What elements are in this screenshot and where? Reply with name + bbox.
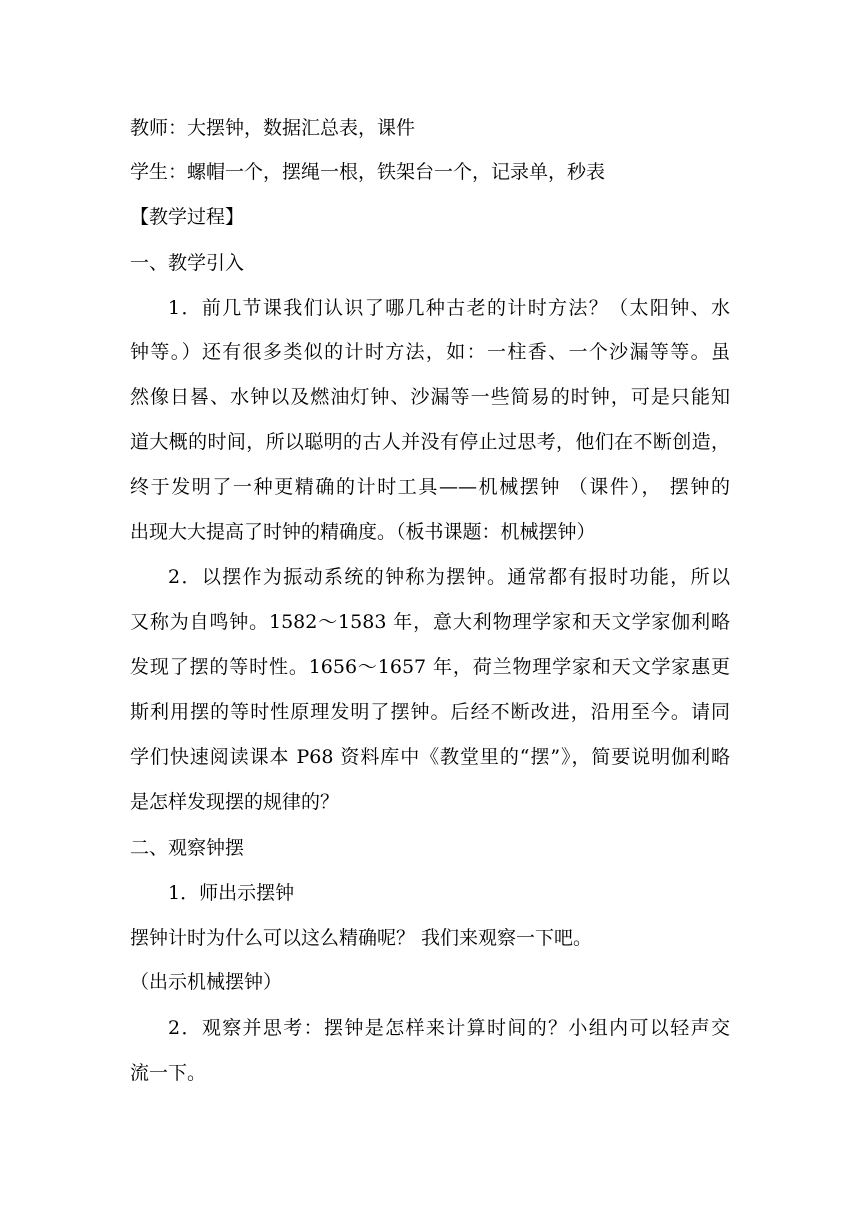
student-materials: 学生：螺帽一个，摆绳一根，铁架台一个，记录单，秒表 <box>130 161 606 183</box>
part2-heading: 二、观察钟摆 <box>130 837 245 859</box>
paragraph-line: 学们快速阅读课本 P68 资料库中《教堂里的“摆”》，简要说明伽利略 <box>130 746 730 768</box>
paragraph-line: 流一下。 <box>130 1062 207 1084</box>
paragraph-line: 然像日晷、水钟以及燃油灯钟、沙漏等一些简易的时钟，可是只能知 <box>130 386 730 408</box>
paragraph-line: 2．观察并思考：摆钟是怎样来计算时间的？小组内可以轻声交 <box>168 1017 730 1039</box>
step1-note: （出示机械摆钟） <box>130 971 283 993</box>
paragraph-line: 1．前几节课我们认识了哪几种古老的计时方法？（太阳钟、水 <box>168 297 730 319</box>
paragraph-line: 道大概的时间，所以聪明的古人并没有停止过思考，他们在不断创造， <box>130 431 730 453</box>
paragraph-line: 钟等。）还有很多类似的计时方法，如：一柱香、一个沙漏等等。虽 <box>130 341 730 363</box>
paragraph-line: 发现了摆的等时性。1656～1657 年，荷兰物理学家和天文学家惠更 <box>130 656 730 678</box>
part1-heading: 一、教学引入 <box>130 252 245 274</box>
teacher-materials: 教师：大摆钟，数据汇总表，课件 <box>130 117 416 139</box>
section-title: 【教学过程】 <box>130 206 245 228</box>
paragraph-line: 是怎样发现摆的规律的？ <box>130 791 340 813</box>
paragraph-line: 出现大大提高了时钟的精确度。（板书课题：机械摆钟） <box>130 521 596 543</box>
paragraph-line: 2．以摆作为振动系统的钟称为摆钟。通常都有报时功能，所以 <box>168 566 730 588</box>
paragraph-line: 又称为自鸣钟。1582～1583 年，意大利物理学家和天文学家伽利略 <box>130 611 730 633</box>
paragraph-line: 斯利用摆的等时性原理发明了摆钟。后经不断改进，沿用至今。请同 <box>130 701 730 723</box>
step1-question: 摆钟计时为什么可以这么精确呢？ 我们来观察一下吧。 <box>130 927 593 949</box>
step1-title: 1．师出示摆钟 <box>168 882 295 904</box>
paragraph-line: 终于发明了一种更精确的计时工具——机械摆钟 （课件）， 摆钟的 <box>130 476 730 498</box>
